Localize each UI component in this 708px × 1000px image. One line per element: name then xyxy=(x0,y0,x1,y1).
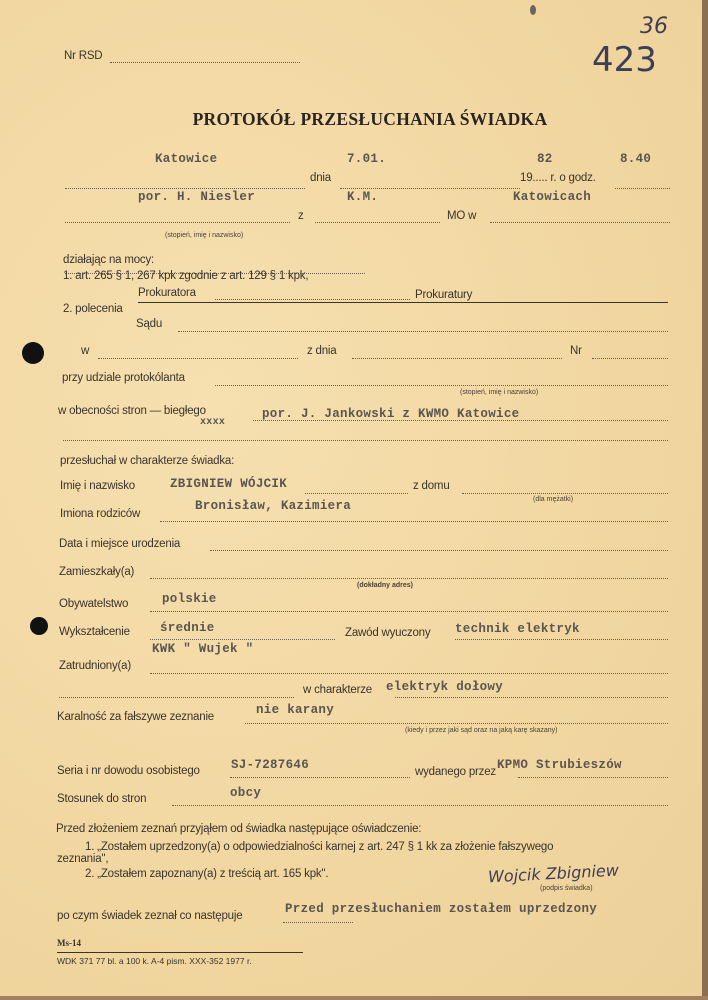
maiden-label: z domu xyxy=(413,480,450,492)
profession-label: Zawód wyuczony xyxy=(345,627,431,639)
dnia-label: dnia xyxy=(310,172,331,184)
citizenship-label: Obywatelstwo xyxy=(59,598,129,610)
officer-city-line xyxy=(490,222,670,223)
id-label: Seria i nr dowodu osobistego xyxy=(57,765,200,777)
profession-line xyxy=(455,639,668,640)
ink-blot xyxy=(30,617,48,635)
time-line xyxy=(615,188,670,189)
date-line xyxy=(340,188,520,189)
issued-label: wydanego przez xyxy=(415,766,496,778)
presence-value: por. J. Jankowski z KWMO Katowice xyxy=(262,407,520,421)
w-label: w xyxy=(81,345,90,357)
criminal-note: (kiedy i przez jaki sąd oraz na jaką karę skazany) xyxy=(405,727,558,734)
role-line xyxy=(395,697,668,698)
sadu-label: Sądu xyxy=(136,318,163,330)
address-label: Zamieszkały(a) xyxy=(59,566,135,578)
nr-line xyxy=(592,358,668,359)
employer-line xyxy=(150,673,668,674)
criminal-line xyxy=(245,723,668,724)
witness-intro: przesłuchał w charakterze świadka: xyxy=(60,455,235,467)
presence-line xyxy=(253,420,668,421)
birth-label: Data i miejsce urodzenia xyxy=(59,538,181,550)
citizenship-line xyxy=(150,611,668,612)
form-code: Ms-14 xyxy=(57,938,81,948)
testimony-line xyxy=(283,922,353,923)
signature-note: (podpis świadka) xyxy=(540,885,593,892)
prokuratora-label: Prokuratora xyxy=(138,287,196,299)
maiden-line xyxy=(462,493,668,494)
handwritten-number: 423 xyxy=(592,40,657,80)
relation-label: Stosunek do stron xyxy=(57,793,147,805)
declaration-item-1: 1. „Zostałem uprzedzony(a) o odpowiedzialności karnej z art. 247 § 1 kk za złożenie fałszywego xyxy=(85,841,554,853)
declaration-intro: Przed złożeniem zeznań przyjąłem od świadka następujące oświadczenie: xyxy=(56,823,422,835)
issued-value: KPMO Strubieszów xyxy=(497,758,622,772)
name-value: ZBIGNIEW WÓJCIK xyxy=(170,477,288,491)
address-note: (dokładny adres) xyxy=(357,582,414,589)
sadu-line xyxy=(178,331,668,332)
birth-line xyxy=(210,550,668,551)
nr-rsd-label: Nr RSD xyxy=(64,50,103,62)
education-value: średnie xyxy=(160,621,215,635)
ink-blot xyxy=(22,342,44,364)
mo-w-label: MO w xyxy=(447,210,477,222)
relation-line xyxy=(172,805,668,806)
education-label: Wykształcenie xyxy=(59,626,130,638)
footer-rule xyxy=(57,952,303,953)
declaration-item-2: 2. „Zostałem zapoznany(a) z treścią art. 165 kpk". xyxy=(85,868,329,880)
testimony-value: Przed przesłuchaniem zostałem uprzedzony xyxy=(285,902,598,916)
authority-item-1: 1. art. 265 § 1, 267 kpk zgodnie z art. 129 § 1 kpk, xyxy=(63,270,309,282)
clerk-line xyxy=(215,385,668,386)
year-value: 82 xyxy=(537,152,553,166)
id-value: SJ-7287646 xyxy=(231,758,310,772)
parents-value: Bronisław, Kazimiera xyxy=(195,499,352,513)
handwritten-page-number: 36 xyxy=(640,14,668,39)
page-edge xyxy=(702,0,708,1000)
role-value: elektryk dołowy xyxy=(386,680,504,694)
maiden-note: (dla mężatki) xyxy=(533,496,574,503)
employer-line-2 xyxy=(59,697,294,698)
officer-name-note: (stopień, imię i nazwisko) xyxy=(165,232,244,239)
citizenship-value: polskie xyxy=(162,592,217,606)
issued-line xyxy=(518,777,668,778)
officer-unit-line xyxy=(315,222,440,223)
presence-strikeout: xxxx xyxy=(200,417,226,428)
document-title: PROTOKÓŁ PRZESŁUCHANIA ŚWIADKA xyxy=(192,109,548,129)
parents-line xyxy=(160,521,668,522)
clerk-note: (stopień, imię i nazwisko) xyxy=(460,389,539,396)
relation-value: obcy xyxy=(230,786,262,800)
w-line xyxy=(98,358,298,359)
clerk-label: przy udziale protokólanta xyxy=(62,372,185,384)
z-label: z xyxy=(298,210,304,222)
pin-mark xyxy=(530,5,536,15)
parents-label: Imiona rodziców xyxy=(60,508,141,520)
acting-label: działając na mocy: xyxy=(63,254,154,266)
nr-label: Nr xyxy=(570,345,582,357)
name-line xyxy=(305,493,408,494)
criminal-value: nie karany xyxy=(256,703,335,717)
employer-label: Zatrudniony(a) xyxy=(59,660,131,672)
page-edge-bottom xyxy=(0,996,708,1000)
place-line xyxy=(65,188,305,189)
date-value: 7.01. xyxy=(347,152,387,166)
name-label: Imię i nazwisko xyxy=(60,480,135,492)
address-line xyxy=(150,578,668,579)
officer-name-line xyxy=(65,222,290,223)
prokuratura-underline xyxy=(138,302,668,303)
education-line xyxy=(150,639,335,640)
nr-rsd-line xyxy=(110,62,300,63)
presence-line-2 xyxy=(63,440,668,441)
year-time-label: 19..... r. o godz. xyxy=(520,172,596,184)
role-label: w charakterze xyxy=(303,684,372,696)
officer-unit-value: K.M. xyxy=(347,190,379,204)
officer-city-value: Katowicach xyxy=(513,190,592,204)
officer-name-value: por. H. Niesler xyxy=(138,190,256,204)
id-line xyxy=(230,777,410,778)
z-dnia-line xyxy=(352,358,562,359)
print-info: WDK 371 77 bl. a 100 k. A-4 pism. XXX-352 1977 r. xyxy=(57,956,252,966)
polecenia-label: 2. polecenia xyxy=(63,303,123,315)
presence-label: w obecności stron — biegłego xyxy=(58,405,206,417)
prokuratora-line xyxy=(215,299,410,300)
prokuratury-label: Prokuratury xyxy=(415,289,473,301)
declaration-item-1-cont: zeznania", xyxy=(57,853,109,865)
z-dnia-label: z dnia xyxy=(307,345,337,357)
place-value: Katowice xyxy=(155,152,218,166)
criminal-label: Karalność za fałszywe zeznanie xyxy=(57,711,214,723)
witness-signature: Wojcik Zbigniew xyxy=(487,860,620,887)
testimony-label: po czym świadek zeznał co następuje xyxy=(57,910,243,922)
employer-value: KWK " Wujek " xyxy=(152,642,254,656)
time-value: 8.40 xyxy=(620,152,652,166)
profession-value: technik elektryk xyxy=(455,622,580,636)
